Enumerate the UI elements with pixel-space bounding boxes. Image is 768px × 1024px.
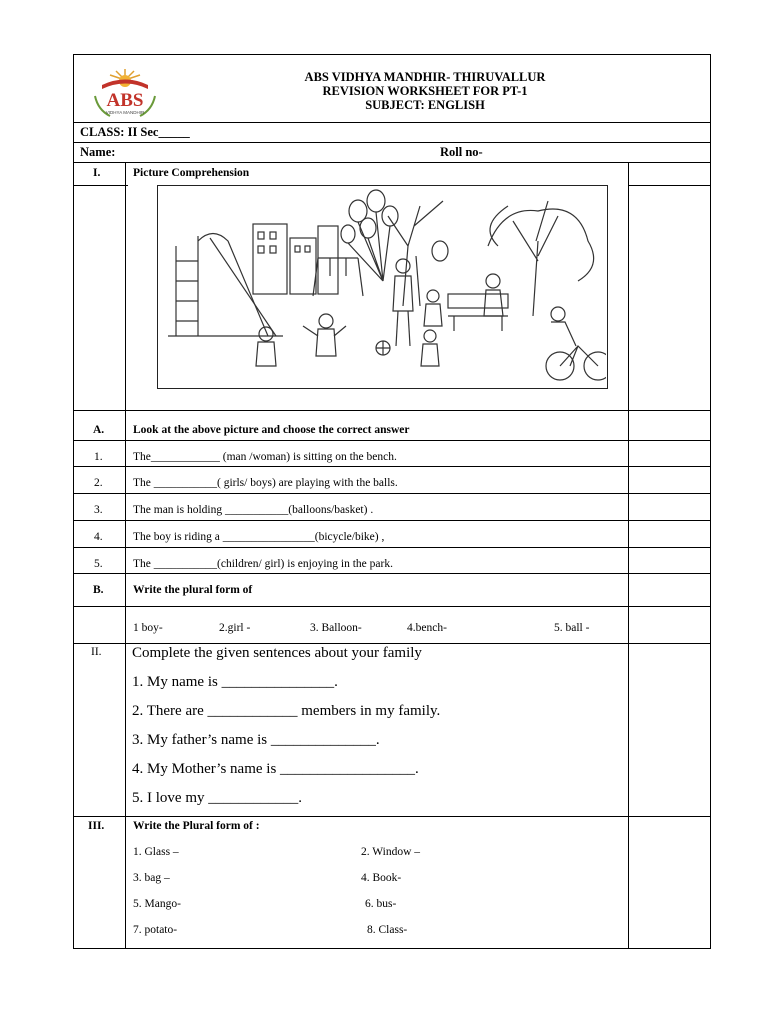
family-sentence: 2. There are ____________ members in my family. bbox=[132, 703, 441, 719]
rule-header bbox=[73, 122, 711, 123]
question-text: The ___________(children/ girl) is enjoying in the park. bbox=[133, 558, 393, 570]
section1-number: I. bbox=[93, 167, 101, 179]
plural-item: 7. potato- bbox=[133, 924, 178, 936]
school-logo bbox=[90, 66, 160, 122]
rule-col-marks bbox=[628, 162, 629, 949]
plural-item: 2. Window – bbox=[361, 846, 421, 858]
section2-number: II. bbox=[91, 646, 102, 658]
svg-text:VIDHYA MANDHIR: VIDHYA MANDHIR bbox=[105, 110, 145, 115]
partA-letter: A. bbox=[93, 424, 105, 436]
family-sentence: 4. My Mother’s name is __________________. bbox=[132, 761, 419, 777]
worksheet-title: REVISION WORKSHEET FOR PT-1 bbox=[322, 84, 528, 98]
plural-word: 2.girl - bbox=[219, 622, 251, 634]
rule-name bbox=[73, 162, 711, 163]
rule-after-picture bbox=[73, 410, 711, 411]
plural-word: 1 boy- bbox=[133, 622, 163, 634]
question-number: 4. bbox=[94, 531, 103, 543]
partB-instruction: Write the plural form of bbox=[133, 584, 253, 596]
rule-b bbox=[73, 606, 711, 607]
section3-number: III. bbox=[88, 820, 105, 832]
plural-item: 6. bus- bbox=[365, 898, 397, 910]
question-number: 1. bbox=[94, 451, 103, 463]
roll-label: Roll no- bbox=[440, 145, 483, 159]
family-sentence: 3. My father’s name is ______________. bbox=[132, 732, 380, 748]
rule-q5 bbox=[73, 573, 711, 574]
rule-picture-right bbox=[628, 185, 711, 186]
partA-instruction: Look at the above picture and choose the correct answer bbox=[133, 424, 410, 436]
rule-col-num bbox=[125, 162, 126, 949]
rule-plurals bbox=[73, 643, 711, 644]
section3-title: Write the Plural form of : bbox=[133, 820, 260, 832]
plural-word: 3. Balloon- bbox=[310, 622, 362, 634]
plural-item: 4. Book- bbox=[361, 872, 402, 884]
plural-word: 5. ball - bbox=[554, 622, 590, 634]
question-text: The man is holding ___________(balloons/basket) . bbox=[133, 504, 374, 516]
plural-item: 3. bag – bbox=[133, 872, 170, 884]
rule-class bbox=[73, 142, 711, 143]
rule-a bbox=[73, 440, 711, 441]
family-sentence: 1. My name is _______________. bbox=[132, 674, 338, 690]
rule-family bbox=[73, 816, 711, 817]
question-number: 3. bbox=[94, 504, 103, 516]
park-illustration bbox=[157, 185, 608, 389]
section2-title: Complete the given sentences about your family bbox=[132, 645, 422, 661]
school-name: ABS VIDHYA MANDHIR- THIRUVALLUR bbox=[304, 70, 546, 84]
rule-q4 bbox=[73, 547, 711, 548]
question-text: The ___________( girls/ boys) are playing with the balls. bbox=[133, 477, 398, 489]
rule-q2 bbox=[73, 493, 711, 494]
rule-q1 bbox=[73, 466, 711, 467]
plural-item: 5. Mango- bbox=[133, 898, 181, 910]
question-number: 5. bbox=[94, 558, 103, 570]
class-label: CLASS: II Sec_____ bbox=[80, 125, 190, 139]
rule-q3 bbox=[73, 520, 711, 521]
name-label: Name: bbox=[80, 145, 116, 159]
rule-picture-left bbox=[73, 185, 128, 186]
plural-item: 8. Class- bbox=[367, 924, 408, 936]
question-text: The____________ (man /woman) is sitting on the bench. bbox=[133, 451, 397, 463]
subject-label: SUBJECT: ENGLISH bbox=[365, 98, 485, 112]
plural-word: 4.bench- bbox=[407, 622, 447, 634]
svg-text:ABS: ABS bbox=[106, 90, 144, 111]
section1-title: Picture Comprehension bbox=[133, 167, 250, 179]
plural-item: 1. Glass – bbox=[133, 846, 179, 858]
question-number: 2. bbox=[94, 477, 103, 489]
partB-letter: B. bbox=[93, 584, 104, 596]
question-text: The boy is riding a ________________(bicycle/bike) , bbox=[133, 531, 385, 543]
family-sentence: 5. I love my ____________. bbox=[132, 790, 302, 806]
